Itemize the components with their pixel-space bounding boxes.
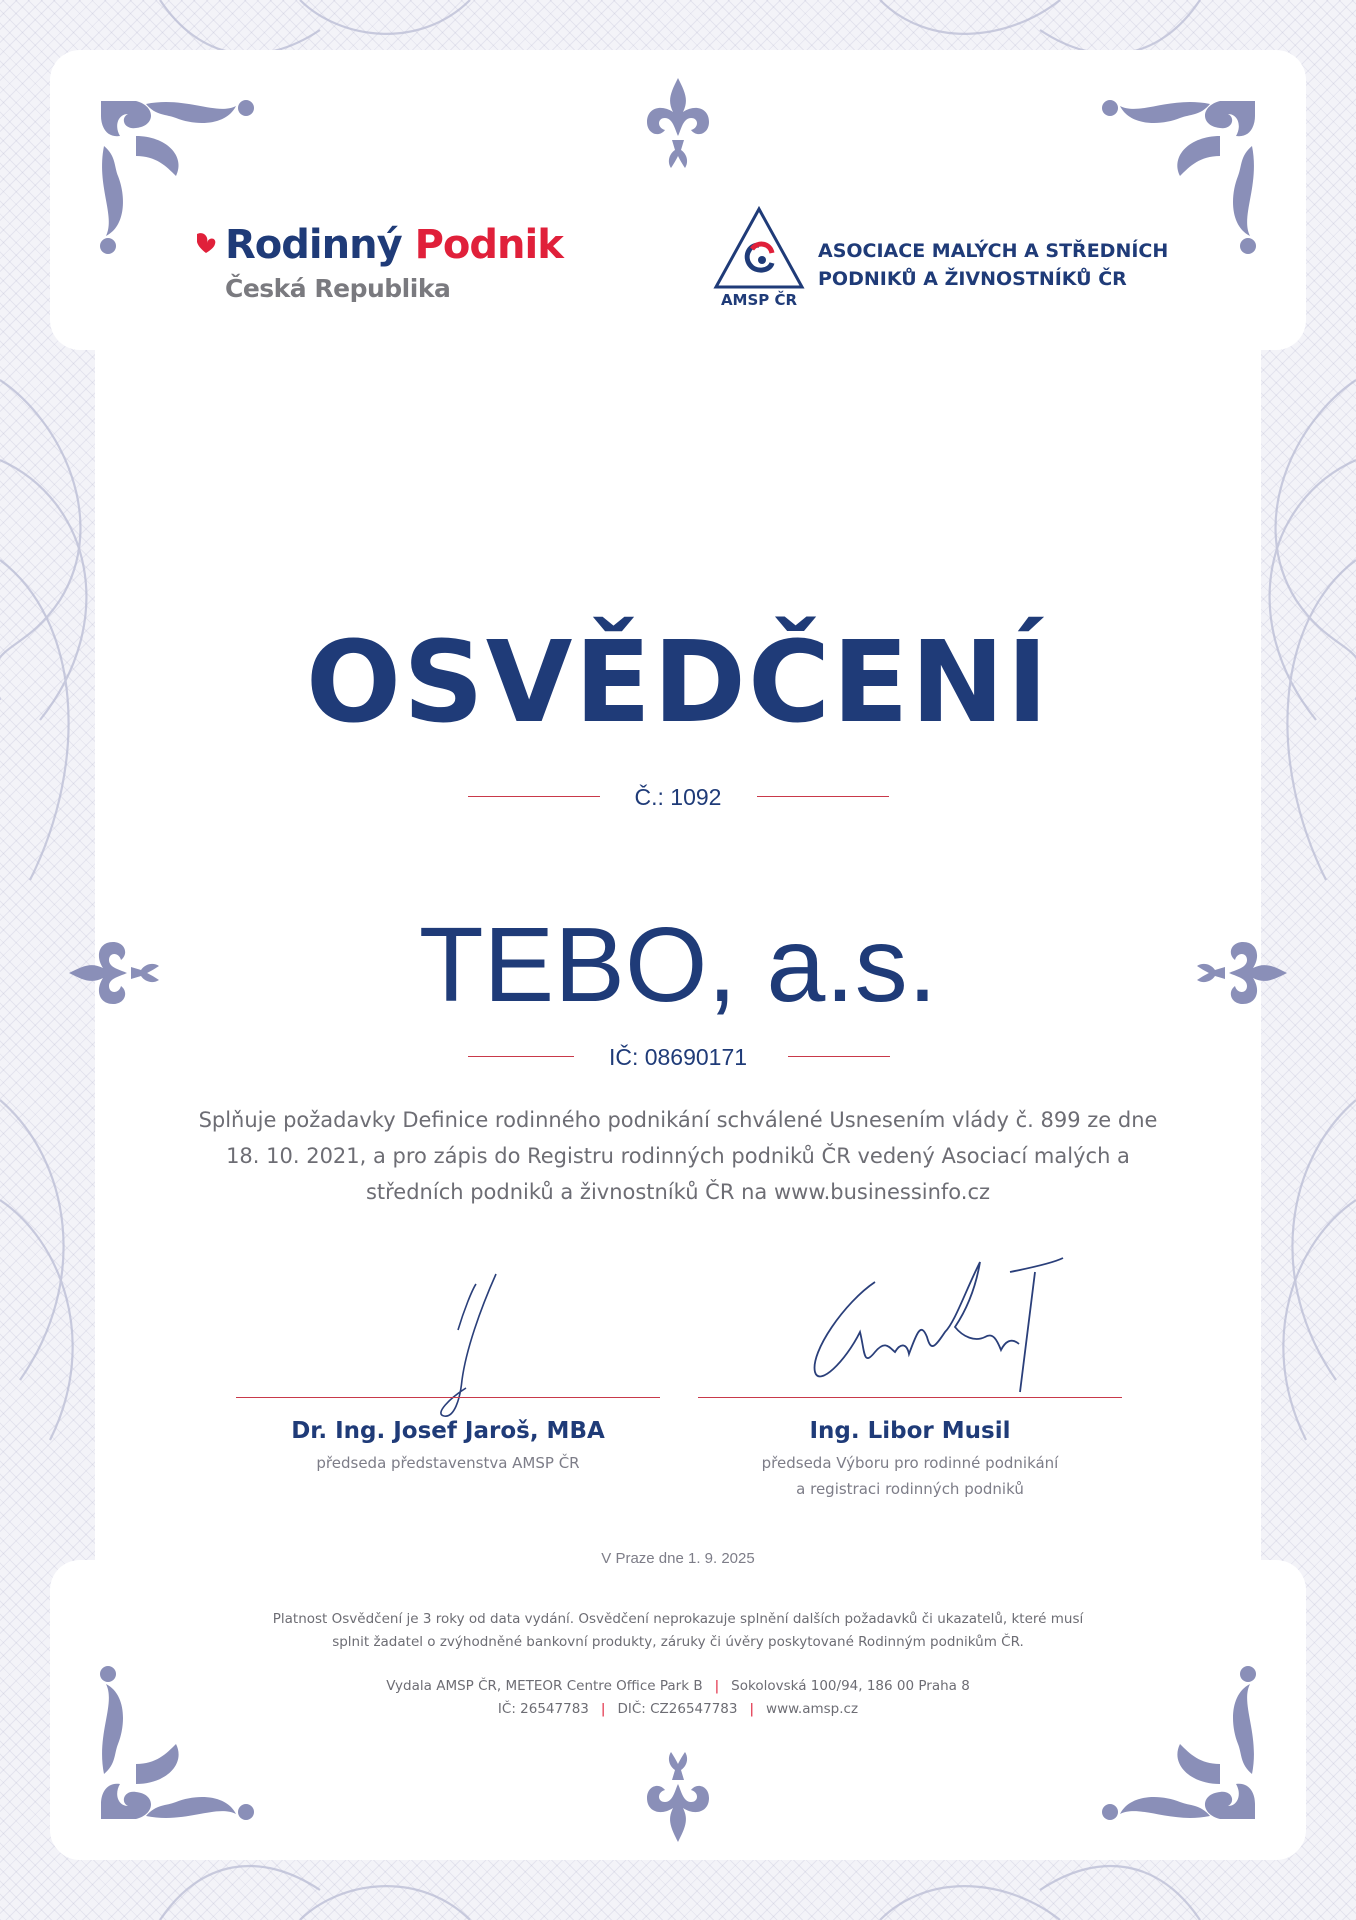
logo-subtitle: Česká Republika: [225, 274, 451, 303]
certificate-title: OSVĚDČENÍ: [305, 618, 1051, 748]
issuer-street: Sokolovská 100/94, 186 00 Praha 8: [731, 1678, 970, 1694]
separator: |: [749, 1701, 755, 1717]
rodinny-podnik-logo: [195, 222, 575, 312]
certificate-number: Č.: 1092: [634, 784, 722, 810]
disclaimer-line2: splnit žadatel o zvýhodněné bankovní produkty, záruky či úvěry poskytované Rodinným podnikům ČR.: [332, 1634, 1024, 1650]
logo-word-rodinny: Rodinný: [225, 222, 402, 268]
heart-icon: [195, 232, 217, 254]
issuer-address: Vydala AMSP ČR, METEOR Centre Office Park B: [386, 1678, 703, 1694]
issuer-ico: IČ: 26547783: [497, 1701, 589, 1717]
signature-line-right: [698, 1397, 1122, 1398]
signer-name-left: Dr. Ing. Josef Jaroš, MBA: [291, 1418, 605, 1444]
fleur-ornament-top: [643, 78, 713, 170]
disclaimer-line1: Platnost Osvědčení je 3 roky od data vydání. Osvědčení neprokazuje splnění dalších požadavků či ukazatelů, které musí: [272, 1611, 1084, 1627]
signer-role-right: [698, 1450, 1122, 1502]
fleur-ornament-bottom: [643, 1750, 713, 1842]
amsp-logo: [712, 205, 1172, 310]
signer-role-right-line1: předseda Výboru pro rodinné podnikání: [761, 1454, 1059, 1472]
signer-name-right: Ing. Libor Musil: [809, 1418, 1011, 1444]
issuer-website: www.amsp.cz: [766, 1701, 859, 1717]
issuer-dic: DIČ: CZ26547783: [617, 1701, 738, 1717]
signer-role-left-line1: předseda představenstva AMSP ČR: [316, 1454, 580, 1472]
amsp-abbreviation: AMSP ČR: [720, 291, 798, 309]
signer-role-right-line2: a registraci rodinných podniků: [796, 1480, 1024, 1498]
amsp-full-name: [818, 237, 1168, 293]
issuer-line2: [0, 1701, 1356, 1717]
signature-musil: [805, 1252, 1065, 1407]
amsp-triangle-icon: [712, 205, 807, 295]
separator: |: [600, 1701, 606, 1717]
rodinny-podnik-wordmark: [225, 222, 563, 268]
company-name: TEBO, a.s.: [418, 906, 938, 1024]
logo-word-podnik: Podnik: [414, 222, 563, 268]
certificate-statement: Splňuje požadavky Definice rodinného podnikání schválené Usnesením vlády č. 899 ze dne 18. 10. 2021, a pro zápis do Registru rodinných podniků ČR vedený Asociací malých a středních podniků a živnostníků ČR na www.businessinfo.cz: [198, 1108, 1158, 1204]
signature-line-left: [236, 1397, 660, 1398]
company-ico: IČ: 08690171: [608, 1044, 748, 1070]
issuer-line1: [0, 1678, 1356, 1694]
signer-role-left: [236, 1450, 660, 1476]
amsp-name-line1: ASOCIACE MALÝCH A STŘEDNÍCH: [818, 240, 1169, 262]
amsp-name-line2: PODNIKŮ A ŽIVNOSTNÍKŮ ČR: [818, 268, 1127, 290]
separator: |: [714, 1678, 720, 1694]
place-and-date: V Praze dne 1. 9. 2025: [601, 1550, 755, 1567]
validity-disclaimer: [220, 1608, 1136, 1654]
